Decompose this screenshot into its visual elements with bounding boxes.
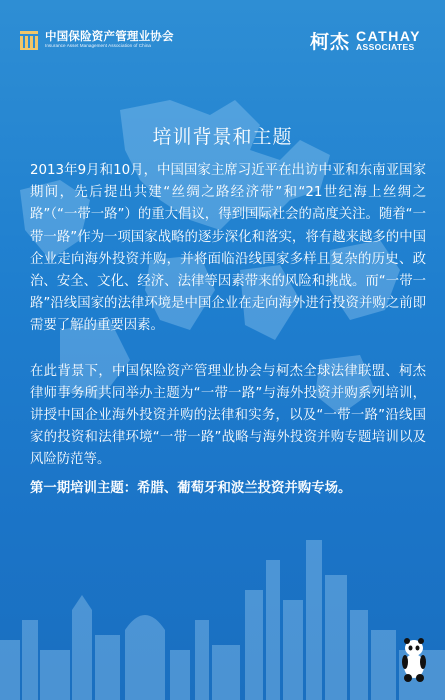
- paragraph-theme: 在此背景下，中国保险资产管理业协会与柯杰全球法律联盟、柯杰律师事务所共同举办主题为“一带一路”与海外投资并购系列培训，讲授中国企业海外投资并购的法律和实务，以及“一带一路”沿线国家的投资和法律环境“一带一路”战略与海外投资并购专题培训以及风险防范等。: [30, 363, 426, 468]
- page-title: 培训背景和主题: [152, 126, 293, 148]
- cathay-logo-en-line1: CATHAY: [355, 27, 421, 44]
- cathay-logo-cn: 柯杰: [309, 31, 350, 53]
- header: [0, 0, 445, 62]
- training-topic-highlight: 第一期培训主题：希腊、葡萄牙和波兰投资并购专场。: [30, 480, 352, 496]
- iamac-logo-en: Insurance Asset Management Association of China: [45, 43, 152, 49]
- cathay-logo: [310, 27, 421, 54]
- city-skyline-background: [0, 500, 445, 700]
- iamac-logo: [18, 28, 174, 52]
- panda-icon: [399, 634, 429, 684]
- content-body: [30, 160, 426, 500]
- paragraph-background: 2013年9月和10月，中国国家主席习近平在出访中亚和东南亚国家期间，先后提出共建“丝绸之路经济带”和“21世纪海上丝绸之路”（“一带一路”）的重大倡议，得到国际社会的高度关注。随着“一带一路”作为一项国家战略的逐步深化和落实，将有越来越多的中国企业走向海外投资并购，并将面临沿线国家多样且复杂的历史、政治、安全、文化、经济、法律等因素带来的风险和挑战。而“一带一路”沿线国家的法律环境是中国企业在走向海外进行投资并购之前即需要了解的重要因素。: [30, 163, 426, 334]
- cathay-logo-en-line2: ASSOCIATES: [355, 42, 415, 53]
- iamac-logo-icon: [18, 29, 40, 51]
- iamac-logo-cn: 中国保险资产管理业协会: [45, 28, 174, 43]
